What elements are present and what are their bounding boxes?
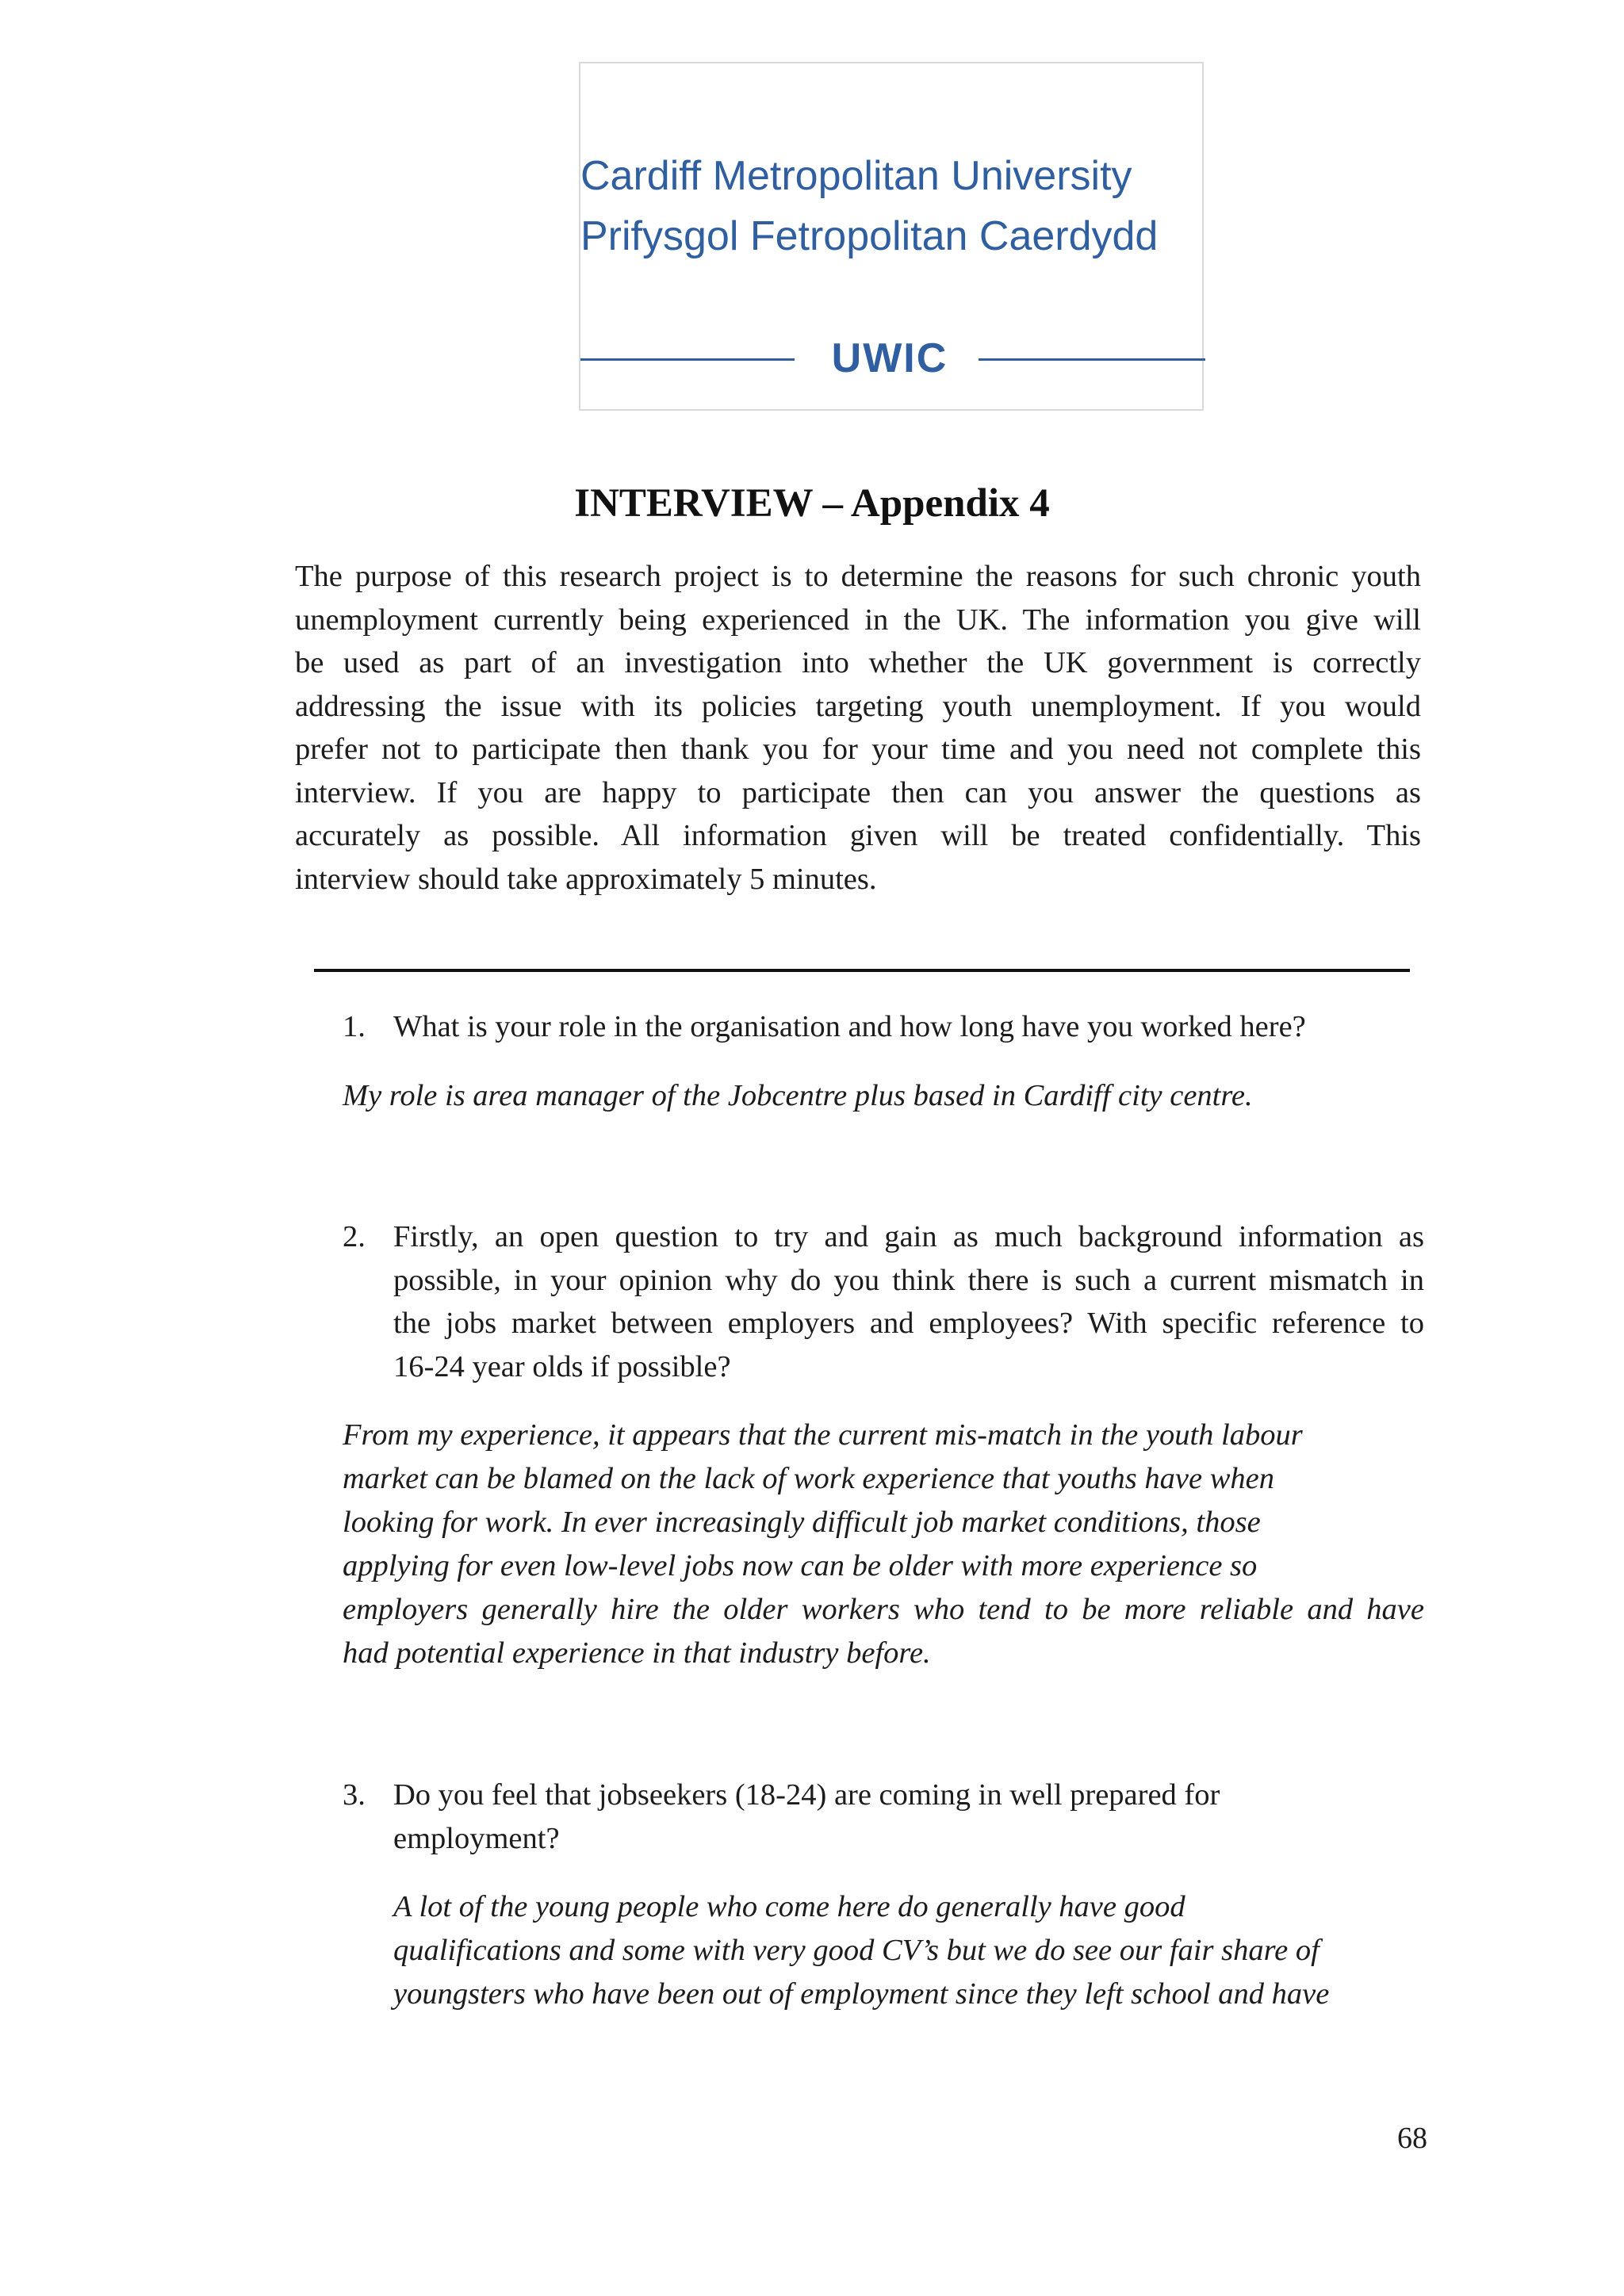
answer-line: qualifications and some with very good CV’s but we do see our fair share of <box>393 1934 1320 1967</box>
question-text <box>393 1774 1424 2016</box>
question-2-block <box>343 1215 1424 1675</box>
page-number: 68 <box>1397 2122 1427 2155</box>
answer-line: applying for even low-level jobs now can be older with more experience so <box>343 1549 1258 1582</box>
question-number: 2. <box>343 1220 366 1253</box>
intro-paragraph <box>295 555 1421 901</box>
logo-english-name: Cardiff Metropolitan University <box>580 153 1132 199</box>
logo-rule-right <box>979 358 1205 361</box>
question-1 <box>343 1005 1424 1049</box>
answer-line: A lot of the young people who come here do generally have good <box>393 1890 1185 1923</box>
question-line: employment? <box>393 1821 560 1855</box>
question-line: What is your role in the organisation and how long have you worked here? <box>393 1010 1306 1043</box>
answer-2 <box>343 1414 1424 1675</box>
question-number: 3. <box>343 1778 366 1812</box>
question-1-block <box>343 1005 1424 1118</box>
page-title: INTERVIEW – Appendix 4 <box>574 481 1050 526</box>
answer-line: My role is area manager of the Jobcentre plus based in Cardiff city centre. <box>343 1078 1253 1112</box>
intro-line: interview should take approximately 5 minutes. <box>295 862 877 896</box>
logo-mark: UWIC <box>831 335 948 381</box>
intro-line: interview. If you are happy to participate then can you answer the questions as <box>295 775 1421 809</box>
question-number: 1. <box>343 1010 366 1043</box>
intro-line: be used as part of an investigation into whether the UK government is correctly <box>295 646 1421 679</box>
answer-line: From my experience, it appears that the current mis-match in the youth labour <box>343 1418 1303 1452</box>
answer-line: market can be blamed on the lack of work experience that youths have when <box>343 1462 1274 1495</box>
intro-line: unemployment currently being experienced in the UK. The information you give will <box>295 603 1421 637</box>
intro-line: The purpose of this research project is to determine the reasons for such chronic youth <box>295 560 1421 593</box>
intro-line: prefer not to participate then thank you for your time and you need not complete this <box>295 733 1421 766</box>
university-logo <box>579 62 1204 411</box>
question-2 <box>343 1215 1424 1388</box>
logo-welsh-name: Prifysgol Fetropolitan Caerdydd <box>580 213 1159 259</box>
question-3 <box>343 1774 1424 2016</box>
question-line: 16-24 year olds if possible? <box>393 1349 731 1383</box>
question-line: possible, in your opinion why do you think there is such a current mismatch in <box>393 1263 1424 1297</box>
logo-rule-left <box>580 358 795 361</box>
intro-line: accurately as possible. All information given will be treated confidentially. This <box>295 819 1421 852</box>
question-text <box>393 1215 1424 1388</box>
section-divider <box>314 969 1410 972</box>
question-line: the jobs market between employers and employees? With specific reference to <box>393 1307 1424 1340</box>
answer-line: looking for work. In ever increasingly difficult job market conditions, those <box>343 1506 1261 1539</box>
answer-3 <box>393 1885 1424 2016</box>
answer-1 <box>343 1074 1424 1118</box>
answer-line: employers generally hire the older workers who tend to be more reliable and have <box>343 1593 1424 1626</box>
answer-line: youngsters who have been out of employment since they left school and have <box>393 1977 1330 2011</box>
intro-line: addressing the issue with its policies targeting youth unemployment. If you would <box>295 689 1421 723</box>
logo-mark-row <box>580 325 1205 381</box>
question-text <box>393 1005 1424 1049</box>
question-line: Firstly, an open question to try and gain as much background information as <box>393 1220 1424 1253</box>
question-3-block <box>343 1774 1424 2016</box>
answer-line: had potential experience in that industry before. <box>343 1636 931 1670</box>
question-line: Do you feel that jobseekers (18-24) are coming in well prepared for <box>393 1778 1220 1812</box>
